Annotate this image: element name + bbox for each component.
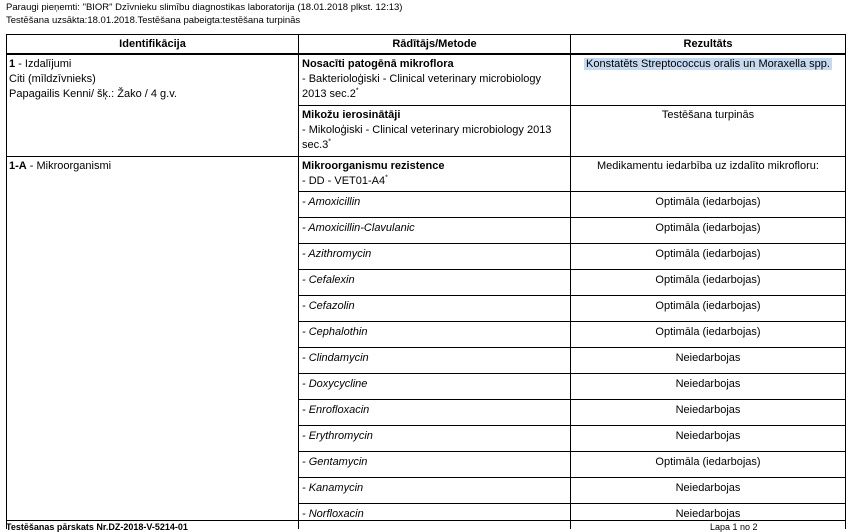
micro-method-cell bbox=[299, 157, 571, 192]
results-table bbox=[6, 34, 846, 529]
micro-title: Mikroorganismu rezistence bbox=[302, 160, 445, 172]
micro-result: Medikamentu iedarbība uz izdalīto mikrofloru: bbox=[597, 160, 819, 172]
antibiotic-name: - Erythromycin bbox=[299, 426, 571, 452]
test1-result: Konstatēts Streptococcus oralis un Moraxella spp. bbox=[586, 58, 830, 70]
antibiotic-result: Neiedarbojas bbox=[571, 400, 846, 426]
sample-animal: Papagailis Kenni/ šķ.: Žako / 4 g.v. bbox=[9, 88, 177, 100]
table-header-row bbox=[7, 35, 846, 55]
sample-identification-cell bbox=[7, 54, 299, 157]
antibiotic-result: Neiedarbojas bbox=[571, 374, 846, 400]
antibiotic-name: - Cephalothin bbox=[299, 322, 571, 348]
antibiotic-result: Optimāla (iedarbojas) bbox=[571, 322, 846, 348]
antibiotic-name: - Kanamycin bbox=[299, 478, 571, 504]
antibiotic-result: Optimāla (iedarbojas) bbox=[571, 192, 846, 218]
antibiotic-result: Optimāla (iedarbojas) bbox=[571, 218, 846, 244]
antibiotic-name: - Enrofloxacin bbox=[299, 400, 571, 426]
antibiotic-result: Neiedarbojas bbox=[571, 348, 846, 374]
antibiotic-result: Optimāla (iedarbojas) bbox=[571, 296, 846, 322]
micro-label: - Mikroorganismi bbox=[26, 160, 112, 172]
micro-sup: * bbox=[385, 174, 388, 182]
test2-result-cell bbox=[571, 106, 846, 157]
test1-result-cell bbox=[571, 54, 846, 106]
test2-title: Mikožu ierosinātāji bbox=[302, 109, 401, 121]
antibiotic-result: Neiedarbojas bbox=[571, 426, 846, 452]
antibiotic-name: - Gentamycin bbox=[299, 452, 571, 478]
antibiotic-result: Neiedarbojas bbox=[571, 478, 846, 504]
testing-dates: Testēšana uzsākta:18.01.2018.Testēšana pabeigta:testēšana turpinās bbox=[6, 15, 301, 26]
antibiotic-result: Optimāla (iedarbojas) bbox=[571, 244, 846, 270]
antibiotic-name: - Norfloxacin bbox=[299, 504, 571, 530]
antibiotic-name: - Clindamycin bbox=[299, 348, 571, 374]
page-number: Lapa 1 no 2 bbox=[710, 522, 758, 532]
test1-sup: * bbox=[355, 87, 359, 95]
micro-result-cell bbox=[571, 157, 846, 192]
micro-identification-cell bbox=[7, 157, 299, 530]
table-row bbox=[7, 54, 846, 106]
sample-line bbox=[9, 57, 295, 72]
report-number: Testēšanas pārskats Nr.DZ-2018-V-5214-01 bbox=[6, 522, 188, 532]
footer-divider bbox=[6, 520, 845, 521]
antibiotic-name: - Azithromycin bbox=[299, 244, 571, 270]
received-info: Paraugi pieņemti: "BIOR" Dzīvnieku slimību diagnostikas laboratorija (18.01.2018 plkst. 12:13) bbox=[6, 2, 403, 13]
micro-number: 1-A bbox=[9, 160, 27, 172]
antibiotic-result: Neiedarbojas bbox=[571, 504, 846, 530]
antibiotic-name: - Cefazolin bbox=[299, 296, 571, 322]
antibiotic-result: Optimāla (iedarbojas) bbox=[571, 452, 846, 478]
sample-species: Citi (mīldzīvnieks) bbox=[9, 73, 96, 85]
test2-sup: * bbox=[328, 138, 332, 146]
antibiotic-name: - Doxycycline bbox=[299, 374, 571, 400]
antibiotic-name: - Amoxicillin-Clavulanic bbox=[299, 218, 571, 244]
antibiotic-name: - Amoxicillin bbox=[299, 192, 571, 218]
col-header-result: Rezultāts bbox=[571, 35, 846, 55]
test1-title: Nosacīti patogēnā mikroflora bbox=[302, 58, 454, 70]
col-header-identification: Identifikācija bbox=[7, 35, 299, 55]
sample-number: 1 bbox=[9, 58, 16, 70]
micro-method: - DD - VET01-A4 bbox=[302, 175, 386, 187]
antibiotic-name: - Cefalexin bbox=[299, 270, 571, 296]
antibiotic-result: Optimāla (iedarbojas) bbox=[571, 270, 846, 296]
test1-method: - Bakterioloģiski - Clinical veterinary microbiology 2013 sec.2 bbox=[302, 73, 542, 100]
test2-method-cell bbox=[299, 106, 571, 157]
table-row bbox=[7, 157, 846, 192]
sample-type: - Izdalījumi bbox=[15, 58, 72, 70]
test2-method: - Mikoloģiski - Clinical veterinary microbiology 2013 sec.3 bbox=[302, 124, 552, 151]
col-header-indicator-method: Rādītājs/Metode bbox=[299, 35, 571, 55]
test1-method-cell bbox=[299, 54, 571, 106]
test2-result: Testēšana turpinās bbox=[661, 109, 755, 121]
